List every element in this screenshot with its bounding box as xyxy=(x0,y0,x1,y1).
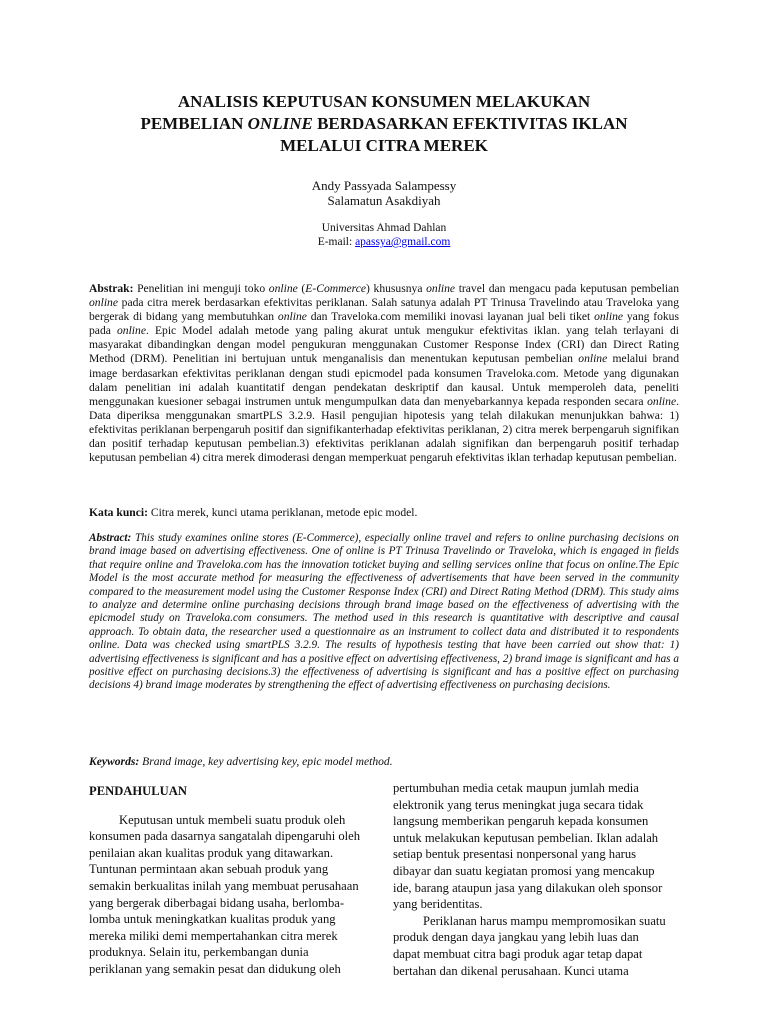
abstract-id-italic: E-Commerce xyxy=(305,282,367,295)
abstract-id-italic: online xyxy=(116,324,146,338)
title-line-3: MELALUI CITRA MEREK xyxy=(280,136,488,155)
text-line: penilaian akan kualitas produk yang ditawarkan. xyxy=(89,845,334,860)
text-line: dibayar dan suatu kegiatan promosi yang mencakup xyxy=(393,863,655,878)
paragraph xyxy=(393,913,679,930)
keywords-english xyxy=(89,755,679,769)
abstract-en-label: Abstract: xyxy=(89,532,132,544)
abstract-id-text: . Epic Model adalah metode yang paling akurat untuk mengukur efektivitas iklan. yang telah terlayani di masyarakat dibandingkan dengan model pengukuran menggunakan Customer Response Index (CRI) dan Direct Rating Method (DRM). Penelitian ini bertujuan untuk menganalisis dan menentukan keputusan pembelian xyxy=(89,324,679,366)
text-line: elektronik yang terus meningkat juga secara tidak xyxy=(393,797,644,812)
abstract-id-label: Abstrak: xyxy=(89,282,134,295)
title-line-2-italic: ONLINE xyxy=(247,114,313,133)
abstract-id-italic: online xyxy=(426,282,456,295)
abstract-id-text: yang fokus pada xyxy=(89,310,679,338)
abstract-id-italic: online xyxy=(268,282,298,295)
text-line: mereka miliki demi mempertahankan citra merek xyxy=(89,928,338,943)
title-line-2 xyxy=(90,113,678,135)
text-line: produknya. Selain itu, perkembangan dunia xyxy=(89,945,309,960)
text-line: yang beridentitas. xyxy=(393,897,483,912)
keywords-id-text: Citra merek, kunci utama periklanan, metode epic model. xyxy=(147,506,418,519)
abstract-en-text: This study examines online stores (E-Commerce), especially online travel and refers to online purchasing decisions on brand image based on advertising effectiveness. One of online is PT Trinusa Travelindo or Traveloka, which is engaged in fields that require online and Traveloka.com has the innovation toticket buying and selling services online that focus on online.The Epic Model is the most accurate method for measuring the effectiveness of advertisements that have been served in the community compared to the measurement model using the Customer Response Index (CRI) and Direct Rating Method (DRM). This study aims to analyze and determine online purchasing decisions through brand image based on the effectiveness of advertising with the epicmodel study on Traveloka.com consumers. The method used in this research is quantitative with descriptive and causal approach. To obtain data, the researcher used a questionnaire as an instrument to collect data and distributed it to respondents online. Data was checked using smartPLS 3.2.9. The results of hypothesis testing that have been carried out show that: 1) advertising effectiveness is significant and has a positive effect on advertising effectiveness, 2) brand image is significant and has a positive effect on purchasing decisions.3) the effectiveness of advertising is significant and has a positive effect on purchasing decisions 4) brand image moderates by strengthening the effect of advertising effectiveness on purchasing decisions. xyxy=(89,532,679,692)
abstract-id-italic: online xyxy=(594,310,624,324)
text-line: semakin berkualitas inilah yang membuat perusahaan xyxy=(89,878,359,893)
abstract-id-italic: online xyxy=(578,352,608,366)
text-line: langsung memberikan pengaruh kepada konsumen xyxy=(393,814,649,829)
email-label: E-mail: xyxy=(317,236,356,248)
abstract-id-text: travel dan mengacu pada keputusan pembelian xyxy=(455,282,679,295)
text-line: Periklanan harus mampu mempromosikan suatu xyxy=(423,913,666,928)
text-line: lomba untuk meningkatkan kualitas produk yang xyxy=(89,912,336,927)
text-line: dapat membuat citra bagi produk agar tetap dapat xyxy=(393,946,643,961)
keywords-id-label: Kata kunci: xyxy=(89,506,148,519)
text-line: produk dengan daya jangkau yang lebih luas dan xyxy=(393,930,639,945)
paper-title xyxy=(90,91,678,157)
author-2: Salamatun Asakdiyah xyxy=(327,193,441,208)
email-link[interactable]: apassya@gmail.com xyxy=(355,236,451,248)
text-line: untuk melakukan keputusan pembelian. Iklan adalah xyxy=(393,830,659,845)
text-line: ide, barang ataupun jasa yang dilakukan oleh sponsor xyxy=(393,880,663,895)
keywords-en-text: Brand image, key advertising key, epic model method. xyxy=(139,755,393,768)
abstract-indonesian xyxy=(89,282,679,465)
text-line: konsumen pada dasarnya sangatalah dipengaruhi oleh xyxy=(89,829,361,844)
paragraph xyxy=(89,812,375,829)
body-column-left xyxy=(89,780,375,978)
text-line: periklanan yang semakin pesat dan didukung oleh xyxy=(89,961,341,976)
email-line xyxy=(0,235,768,249)
title-line-2-post: BERDASARKAN EFEKTIVITAS IKLAN xyxy=(312,114,628,133)
abstract-id-text: pada citra merek berdasarkan efektivitas periklanan. Salah satunya adalah PT Trinusa Travelindo atau Traveloka yang bergerak di bidang yang membutuhkan xyxy=(89,296,679,324)
abstract-id-italic: online xyxy=(647,394,677,408)
body-column-right xyxy=(393,780,679,979)
abstract-id-italic: online xyxy=(277,310,307,324)
text-line: pertumbuhan media cetak maupun jumlah media xyxy=(393,781,639,795)
keywords-en-label: Keywords: xyxy=(89,755,140,768)
text-line: setiap bentuk presentasi nonpersonal yang harus xyxy=(393,847,637,862)
text-line: bertahan dan dikenal perusahaan. Kunci utama xyxy=(393,963,629,978)
section-heading: PENDAHULUAN xyxy=(89,784,187,798)
author-list xyxy=(0,178,768,208)
university-name: Universitas Ahmad Dahlan xyxy=(321,222,447,234)
affiliation xyxy=(0,221,768,249)
abstract-english xyxy=(89,532,679,693)
text-line: Keputusan untuk membeli suatu produk oleh xyxy=(119,812,346,827)
title-line-1: ANALISIS KEPUTUSAN KONSUMEN MELAKUKAN xyxy=(177,92,591,111)
abstract-id-text: ( xyxy=(297,282,306,295)
abstract-id-text: melalui brand image berdasarkan efektivitas periklanan dengan studi epicmodel pada konsumen Traveloka.com. Metode yang digunakan dalam penelitian ini adalah kuantitatif dengan pendekatan deskriptif dan kausal. Untuk memperoleh data, peneliti menggunakan kuesioner sebagai instrumen untuk mengumpulkan data dan menyebarkannya kepada responden secara xyxy=(89,352,679,408)
text-line: yang bergerak diberbagai bidang usaha, berlomba- xyxy=(89,895,345,910)
abstract-id-text: . Data diperiksa menggunakan smartPLS 3.2.9. Hasil pengujian hipotesis yang telah dilakukan menunjukkan bahwa: 1) efektivitas periklanan berpengaruh positif dan signifikanterhadap efektivitas periklanan, 2) citra merek berpengaruh signifikan dan positif terhadap keputusan pembelian.3) efektivitas periklanan adalah signifikan dan berpengaruh positif terhadap keputusan pembelian 4) citra merek dimoderasi dengan memperkuat pengaruh efektivitas iklan terhadap keputusan pembelian. xyxy=(89,394,679,465)
abstract-id-text: dan Traveloka.com memiliki inovasi layanan jual beli tiket xyxy=(306,310,595,324)
keywords-indonesian xyxy=(89,506,679,520)
title-line-2-pre: PEMBELIAN xyxy=(140,114,248,133)
abstract-id-italic: online xyxy=(89,296,118,310)
text-line: Tuntunan permintaan akan sebuah produk yang xyxy=(89,862,329,877)
abstract-id-text: Penelitian ini menguji toko xyxy=(133,282,269,295)
author-1: Andy Passyada Salampessy xyxy=(311,178,457,193)
abstract-id-text: ) khususnya xyxy=(366,282,427,295)
